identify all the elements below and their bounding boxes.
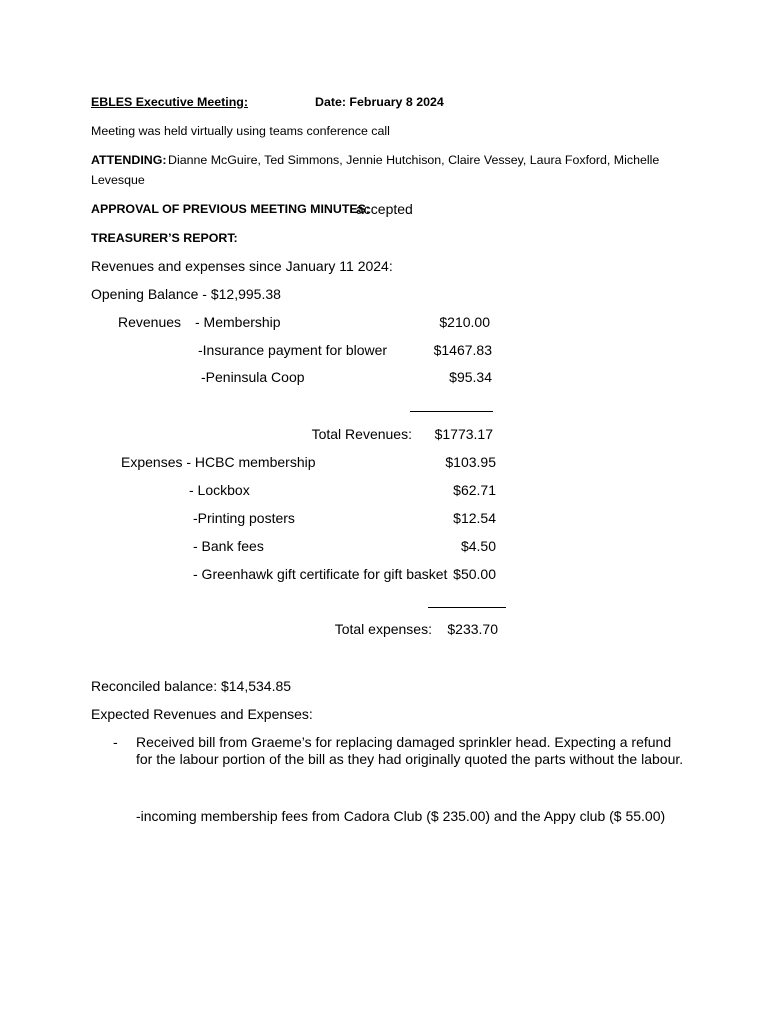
revenue-amount: $1467.83: [433, 342, 492, 358]
attending-names-cont: Levesque: [91, 173, 145, 187]
meeting-title: EBLES Executive Meeting:: [91, 95, 248, 109]
expected-heading: Expected Revenues and Expenses:: [91, 706, 313, 722]
expense-amount: $103.95: [445, 454, 496, 470]
expense-item: - Bank fees: [193, 538, 264, 554]
total-revenues-amount: $1773.17: [434, 426, 493, 442]
attending-label: ATTENDING:: [91, 153, 167, 167]
expense-item: - Greenhawk gift certificate for gift basket: [193, 566, 448, 582]
period-heading: Revenues and expenses since January 11 2024:: [91, 258, 393, 274]
reconciled-balance: Reconciled balance: $14,534.85: [91, 678, 292, 694]
opening-balance: Opening Balance - $12,995.38: [91, 286, 281, 302]
expenses-sum-rule: [428, 607, 506, 608]
revenue-amount: $210.00: [439, 314, 490, 330]
bullet-marker: -: [113, 734, 118, 750]
approval-label: APPROVAL OF PREVIOUS MEETING MINUTES:: [91, 202, 371, 216]
expense-item: -Printing posters: [193, 510, 295, 526]
intro-text: Meeting was held virtually using teams conference call: [91, 124, 390, 138]
expenses-heading: Expenses - HCBC membership: [121, 454, 316, 470]
revenues-sum-rule: [410, 411, 493, 412]
treasurer-label: TREASURER’S REPORT:: [91, 231, 238, 245]
total-expenses-label: Total expenses:: [334, 621, 432, 637]
revenue-item: -Insurance payment for blower: [198, 342, 388, 358]
expense-amount: $4.50: [460, 538, 496, 554]
expense-amount: $12.54: [453, 510, 496, 526]
approval-value: accepted: [356, 201, 413, 217]
total-revenues-label: Total Revenues:: [311, 426, 412, 442]
revenue-item: - Membership: [195, 314, 281, 330]
incoming-fees: -incoming membership fees from Cadora Club ($ 235.00) and the Appy club ($ 55.00): [136, 808, 666, 824]
revenue-amount: $95.34: [449, 369, 492, 385]
attending-names: Dianne McGuire, Ted Simmons, Jennie Hutchison, Claire Vessey, Laura Foxford, Michelle: [168, 153, 660, 167]
revenue-item: -Peninsula Coop: [201, 369, 305, 385]
meeting-date: Date: February 8 2024: [315, 95, 444, 109]
expense-amount: $62.71: [453, 482, 496, 498]
total-expenses-amount: $233.70: [447, 621, 498, 637]
bullet-text: Received bill from Graeme’s for replacing damaged sprinkler head. Expecting a refund for the labour portion of the bill as they had originally quoted the parts without the labour.: [136, 734, 684, 767]
expense-amount: $50.00: [453, 566, 496, 582]
expense-item: - Lockbox: [189, 482, 250, 498]
revenues-label: Revenues: [118, 314, 182, 330]
